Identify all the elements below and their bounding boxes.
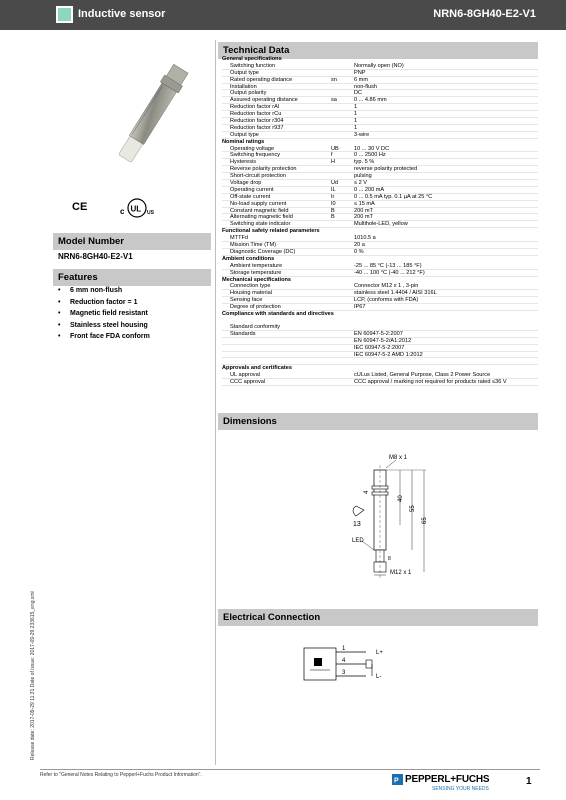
spec-row (222, 331, 538, 338)
spec-value: IP67 (354, 304, 366, 311)
svg-text:4: 4 (364, 490, 370, 494)
feature-item: • 6 mm non-flush (58, 287, 123, 294)
spec-symbol (331, 283, 354, 289)
spec-value: Normally open (NO) (354, 62, 404, 69)
spec-symbol (331, 345, 354, 351)
spec-row (222, 338, 538, 345)
spec-row (222, 180, 538, 187)
spec-row (222, 97, 538, 104)
page-header (0, 0, 566, 30)
technical-data-heading: Technical Data (218, 42, 538, 59)
svg-text:LED: LED (352, 538, 364, 544)
svg-text:P: P (394, 777, 399, 785)
spec-label: Installation (230, 83, 257, 90)
spec-row (222, 208, 538, 215)
spec-value (354, 358, 538, 364)
spec-value: pulsing (354, 173, 372, 180)
spec-row (222, 379, 538, 386)
spec-symbol (331, 358, 354, 364)
header-title: Inductive sensor (78, 8, 166, 20)
spec-label: Ambient temperature (230, 262, 283, 269)
spec-row (222, 304, 538, 311)
spec-value: -25 ... 85 °C (-13 ... 185 °F) (354, 262, 422, 269)
spec-row (222, 146, 538, 153)
spec-label: Output type (230, 131, 259, 138)
header-logo-box (56, 6, 73, 23)
spec-row (222, 324, 538, 331)
spec-symbol (331, 304, 354, 310)
spec-label (222, 345, 331, 351)
spec-label: Operating voltage (230, 145, 275, 152)
spec-label: Rated operating distance (230, 76, 293, 83)
spec-label: Switching function (230, 62, 276, 69)
spec-group-heading: Ambient conditions (222, 255, 275, 262)
spec-symbol (331, 324, 354, 330)
spec-row (222, 345, 538, 352)
svg-text:M12 x 1: M12 x 1 (390, 570, 412, 576)
spec-symbol: sa (331, 97, 337, 104)
spec-value: 0 % (354, 248, 364, 255)
spec-symbol (331, 263, 354, 269)
pepperl-fuchs-logo-mark (392, 774, 403, 785)
spec-value: -40 ... 100 °C (-40 ... 212 °F) (354, 269, 425, 276)
spec-symbol (331, 84, 354, 90)
svg-text:L+: L+ (376, 650, 383, 656)
spec-value: CCC approval / marking not required for products rated ≤36 V (354, 379, 507, 386)
spec-value: 0 ... 200 mA (354, 186, 385, 193)
model-number-value: NRN6-8GH40-E2-V1 (58, 252, 133, 261)
spec-row (222, 372, 538, 379)
spec-group-heading: Functional safety related parameters (222, 228, 320, 235)
column-divider (215, 40, 216, 765)
spec-symbol: IL (331, 186, 336, 193)
spec-row (222, 214, 538, 221)
svg-text:65: 65 (422, 517, 428, 524)
spec-value: cULus Listed, General Purpose, Class 2 Power Source (354, 372, 491, 379)
spec-symbol (331, 173, 354, 179)
dimensions-heading: Dimensions (218, 413, 538, 430)
spec-symbol: H (331, 159, 336, 166)
spec-symbol (331, 331, 354, 337)
spec-row (222, 297, 538, 304)
electrical-connection-heading: Electrical Connection (218, 609, 538, 626)
spec-label: Reduction factor rAl (230, 104, 280, 111)
spec-label: Constant magnetic field (230, 207, 289, 214)
spec-symbol: Ir (331, 193, 335, 200)
spec-symbol (331, 118, 354, 124)
spec-symbol (331, 379, 354, 385)
spec-row (222, 63, 538, 70)
brand-tagline: SENSING YOUR NEEDS (432, 786, 489, 792)
spec-row (222, 166, 538, 173)
spec-row (222, 263, 538, 270)
spec-value: 0 ... 0.5 mA typ. 0.1 µA at 25 °C (354, 193, 433, 200)
spec-row (222, 249, 538, 256)
spec-value: EN 60947-5-2/A1:2012 (354, 337, 412, 344)
spec-symbol: I0 (331, 200, 336, 207)
spec-label: Standard conformity (230, 323, 281, 330)
feature-item: • Front face FDA conform (58, 333, 150, 340)
spec-symbol: Ud (331, 180, 339, 187)
spec-label: Mission Time (TM) (230, 242, 276, 248)
feature-item: • Stainless steel housing (58, 321, 148, 329)
spec-value: 200 mT (354, 214, 373, 221)
spec-value: 1 (354, 124, 358, 131)
spec-label: Assured operating distance (230, 97, 298, 104)
spec-value: Multihole-LED, yellow (354, 221, 408, 228)
spec-label: Output type (230, 69, 259, 76)
spec-row (222, 104, 538, 111)
spec-group-heading: Mechanical specifications (222, 276, 292, 283)
feature-item: • Magnetic field resistant (58, 310, 148, 317)
spec-label: No-load supply current (230, 200, 287, 207)
svg-text:13: 13 (353, 521, 361, 528)
spec-symbol: B (331, 207, 335, 214)
footer-note: Refer to "General Notes Relating to Pepperl+Fuchs Product Information". (40, 772, 202, 778)
spec-value: 10 ... 30 V DC (354, 145, 390, 152)
svg-text:3: 3 (342, 670, 346, 676)
spec-row (222, 235, 538, 242)
spec-row (222, 173, 538, 180)
cul-us-mark (118, 196, 156, 220)
svg-text:4: 4 (342, 658, 346, 664)
svg-text:8: 8 (388, 556, 391, 562)
spec-value: non-flush (354, 83, 378, 90)
spec-label: Degree of protection (230, 304, 281, 310)
sensor-product-image (100, 55, 210, 175)
spec-label: Reduction factor r937 (230, 124, 284, 131)
spec-row (222, 70, 538, 77)
spec-label: Hysteresis (230, 159, 257, 166)
spec-label: Short-circuit protection (230, 173, 286, 180)
spec-symbol (331, 235, 354, 241)
spec-value: typ. 5 % (354, 159, 375, 166)
spec-value: 1010.5 a (354, 235, 376, 242)
spec-label: Reduction factor rCu (230, 111, 282, 118)
release-info: Release date: 2017-09-29 11:31 Date of issue: 2017-09-29 233615_eng.xml (30, 591, 36, 760)
spec-group-heading: Approvals and certificates (222, 365, 292, 372)
spec-label (222, 338, 331, 344)
dimension-drawing (330, 450, 450, 585)
spec-symbol (331, 125, 354, 131)
spec-symbol: sn (331, 76, 337, 83)
spec-symbol (331, 290, 354, 296)
spec-row (222, 84, 538, 91)
spec-row (222, 118, 538, 125)
spec-row (222, 242, 538, 249)
spec-value: Connector M12 x 1 , 3-pin (354, 283, 419, 290)
spec-label: Reverse polarity protection (230, 166, 297, 173)
spec-value: ≤ 2 V (354, 180, 368, 187)
technical-data-table (222, 56, 538, 386)
spec-symbol (331, 90, 354, 96)
spec-label (222, 358, 331, 364)
spec-value: 3-wire (354, 131, 370, 138)
spec-row (222, 221, 538, 228)
spec-symbol (331, 104, 354, 110)
spec-row (222, 77, 538, 84)
spec-label: MTTFd (230, 235, 249, 242)
spec-row (222, 270, 538, 277)
spec-label: Connection type (230, 283, 271, 290)
spec-group-heading: General specifications (222, 56, 282, 62)
spec-label: Housing material (230, 290, 272, 297)
spec-row (222, 132, 538, 139)
spec-symbol (331, 270, 354, 276)
page-number: 1 (526, 776, 532, 787)
spec-symbol (331, 221, 354, 227)
spec-label: Standards (230, 330, 256, 337)
spec-symbol (331, 352, 354, 358)
spec-value: IEC 60947-5-2 AMD 1:2012 (354, 351, 423, 358)
spec-label: Voltage drop (230, 180, 262, 186)
spec-value: IEC 60947-5-2:2007 (354, 344, 405, 351)
spec-label: Reduction factor r304 (230, 118, 284, 124)
spec-value: EN 60947-5-2:2007 (354, 330, 403, 337)
spec-row (222, 125, 538, 132)
spec-row (222, 152, 538, 159)
spec-symbol (331, 297, 354, 303)
spec-row (222, 90, 538, 97)
spec-row (222, 290, 538, 297)
svg-text:55: 55 (410, 505, 416, 512)
svg-text:1: 1 (342, 646, 346, 652)
spec-value: 200 mT (354, 207, 373, 214)
spec-label: Switching frequency (230, 152, 281, 159)
svg-text:M8 x 1: M8 x 1 (389, 455, 408, 461)
spec-label: Output polarity (230, 90, 267, 97)
spec-row (222, 194, 538, 201)
spec-value: 1 (354, 111, 358, 118)
features-list (58, 287, 150, 345)
spec-symbol: f (331, 152, 333, 159)
spec-label: Alternating magnetic field (230, 214, 293, 221)
spec-label: UL approval (230, 372, 260, 379)
svg-text:L-: L- (376, 674, 382, 680)
svg-text:US: US (147, 210, 154, 216)
spec-label: CCC approval (230, 379, 266, 385)
spec-label: Switching state indicator (230, 221, 291, 228)
brand-name: PEPPERL+FUCHS (405, 774, 490, 785)
spec-label: Storage temperature (230, 269, 282, 276)
spec-value: 1 (354, 118, 358, 125)
spec-row (222, 283, 538, 290)
footer-rule (40, 769, 540, 770)
spec-label: Diagnostic Coverage (DC) (230, 248, 296, 255)
spec-value: 0 ... 4.86 mm (354, 97, 387, 104)
spec-label (222, 352, 331, 358)
spec-symbol: B (331, 214, 335, 221)
header-model: NRN6-8GH40-E2-V1 (433, 8, 536, 20)
spec-label: Operating current (230, 186, 274, 193)
spec-value (354, 324, 538, 330)
svg-text:UL: UL (130, 204, 142, 214)
spec-row (222, 358, 538, 365)
spec-value: PNP (354, 69, 366, 76)
spec-symbol (331, 166, 354, 172)
spec-value: 6 mm (354, 76, 368, 83)
feature-item: • Reduction factor = 1 (58, 298, 138, 306)
spec-group-heading: Nominal ratings (222, 138, 265, 145)
spec-row (222, 201, 538, 208)
spec-value: 0 ... 2500 Hz (354, 152, 386, 159)
spec-symbol (331, 63, 354, 69)
ce-mark: CE (72, 201, 88, 213)
spec-value: 1 (354, 104, 358, 111)
spec-symbol (331, 338, 354, 344)
spec-symbol (331, 111, 354, 117)
spec-row (222, 187, 538, 194)
spec-value: DC (354, 90, 363, 97)
features-heading: Features (53, 269, 211, 286)
spec-value: reverse polarity protected (354, 166, 418, 173)
spec-symbol (331, 132, 354, 138)
spec-value: LCP, (conforms with FDA) (354, 297, 419, 304)
spec-symbol (331, 249, 354, 255)
spec-group-heading: Compliance with standards and directives (222, 310, 334, 317)
spec-value: ≤ 15 mA (354, 200, 375, 207)
svg-text:c: c (120, 207, 125, 216)
spec-row (222, 111, 538, 118)
spec-symbol: UB (331, 145, 339, 152)
spec-row (222, 352, 538, 359)
spec-symbol (331, 70, 354, 76)
spec-row (222, 159, 538, 166)
spec-symbol (331, 372, 354, 378)
spec-value: 20 a (354, 242, 365, 249)
model-number-heading: Model Number (53, 233, 211, 250)
spec-symbol (331, 242, 354, 248)
wiring-diagram (300, 640, 400, 690)
spec-label: Sensing face (230, 297, 263, 304)
spec-value: stainless steel 1.4404 / AISI 316L (354, 290, 437, 297)
svg-text:40: 40 (398, 495, 404, 502)
spec-label: Off-state current (230, 193, 271, 200)
